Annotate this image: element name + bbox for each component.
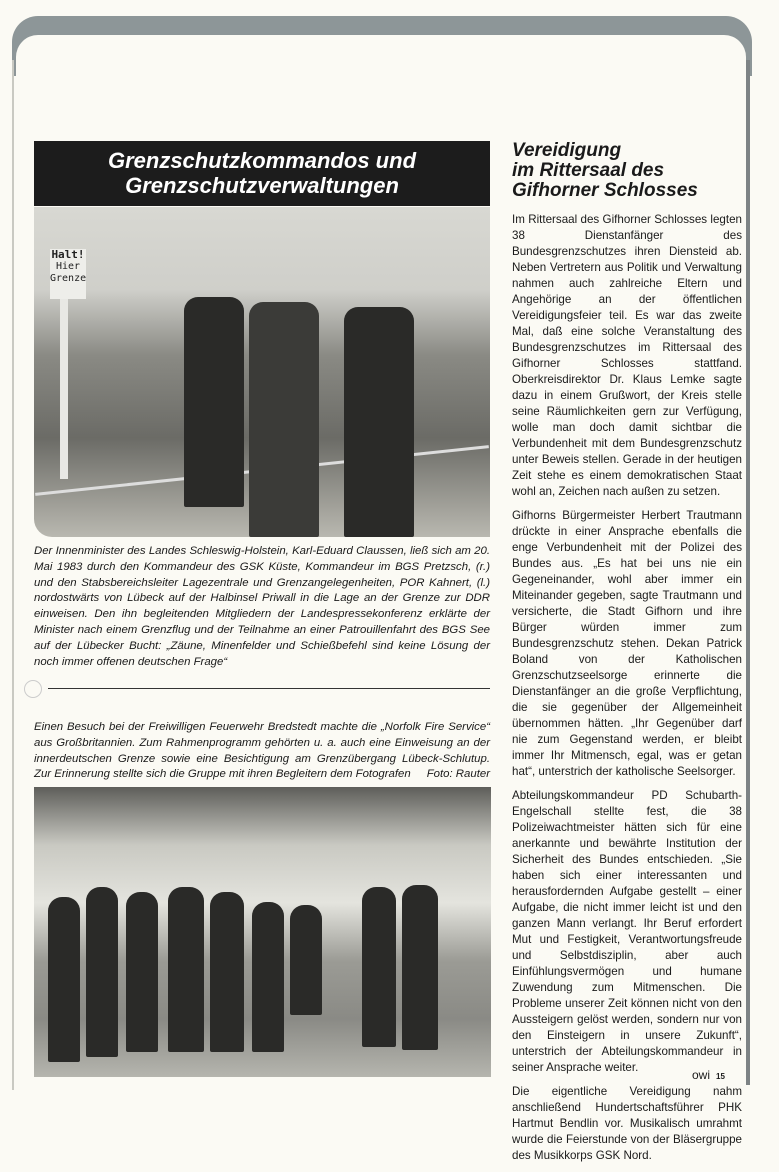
page-footer [692,1068,725,1082]
article-title [512,141,742,201]
photo-fire-service-group [34,787,491,1077]
sign-text-hier: Hier [55,261,81,272]
headline-line-1: Grenzschutzkommandos und [107,148,417,173]
photo-border-inspection [34,207,490,537]
officer-figure-right [344,307,414,537]
group-person [290,905,322,1015]
section-headline [34,141,490,206]
group-person [252,902,284,1052]
page-frame-right-border [746,60,750,1085]
magazine-name: owi [692,1068,711,1082]
photo-credit: Foto: Rauter [426,768,490,781]
title-line-1: Vereidigung [512,140,622,161]
group-person [168,887,204,1052]
paragraph: Im Rittersaal des Gifhorner Schlosses legten 38 Dienstanfänger des Bundesgrenzschutzes ihren Diensteid ab. Neben Vertretern aus Politik und Verwaltung nahmen auch zahlreiche Eltern und Angehörige an der öffentlichen Vereidigungsfeier teil. Es war das zweite Mal, daß eine solche Veranstaltung des Bundesgrenzschutzes im Rittersaal des Gifhorner Schlosses stattfand. Oberkreisdirektor Dr. Klaus Lemke sagte dazu in einem Grußwort, der Kreis stelle seine Räumlichkeiten gern zur Verfügung, wolle man doch damit sichtbar die Verbundenheit mit dem Bundesgrenzschutz unter Beweis stellen. Gerade in der heutigen Zeit stehe es einem demokratischen Staat wohl an, Zeichen nach außen zu setzen. [512,213,742,498]
caption-2-text: Einen Besuch bei der Freiwilligen Feuerwehr Bredstedt machte die „Norfolk Fire Service“ aus Großbritannien. Zum Rahmenprogramm gehörten u. a. auch eine Einweisung an der innerdeutschen Grenze sowie eine Besichtigung am Grenzübergang Lübeck-Schlutup. Zur Erinnerung stellte sich die Gruppe mit ihren Begleitern dem Fotografen [34,721,490,781]
minister-figure [249,302,319,537]
title-line-2: im Rittersaal des [512,160,665,181]
article-body [512,212,742,1172]
separator-ornament [24,680,42,698]
sign-post [60,299,68,479]
group-person [86,887,118,1057]
sign-text-grenze: Grenze [50,273,87,284]
group-person [126,892,158,1052]
sign-text-halt: Halt! [51,248,85,261]
group-person [402,885,438,1050]
officer-figure-left [184,297,244,507]
photo-caption-1: Der Innenminister des Landes Schleswig-Holstein, Karl-Eduard Claussen, ließ sich am 20. Mai 1983 durch den Kommandeur des GSK Küste, Kommandeur im BGS Pretzsch, (r.) und den Stabsbereichsleiter Lagezentrale und Grenzangelegenheiten, POR Kahnert, (l.) nordostwärts von Lübeck auf der Halbinsel Priwall in die Lage an der Grenze zur DDR einweisen. Den ihn begleitenden Mitgliedern der Landespressekonferenz erklärte der Minister nach einem Grenzflug und der Teilnahme an einer Patrouillenfahrt des BGS See auf der Lübecker Bucht: „Zäune, Minenfelder und Schießbefehl sind keine Lösung der noch immer offenen deutschen Frage“ [34,545,490,668]
paragraph: Abteilungskommandeur PD Schubarth-Engelschall stellte fest, die 38 Polizeiwachtmeister hätten sich für eine anerkannte und bewährte Institution der Sicherheit des Bundes entschieden. „Sie haben sich einer interessanten und herausfordernden Aufgabe gestellt – einer Aufgabe, die nicht immer leicht ist und den ganzen Mann verlangt. Ihr Beruf erfordert Mut und Festigkeit, Verantwortungsfreude und Selbstdisziplin, aber auch Einfühlungsvermögen und humane Zuwendung zum Mitmenschen. Die Probleme unserer Zeit können nicht von den Aussteigern gelöst werden, sondern nur von den Einsteigern in unsere Zukunft“, unterstrich der Abteilungskommandeur in seiner Ansprache weiter. [512,789,742,1074]
paragraph: Gifhorns Bürgermeister Herbert Trautmann drückte in einer Ansprache ebenfalls die enge Verbundenheit mit der Polizei des Bundes aus. „Es hat bei uns nie ein Gegeneinander, wohl aber immer ein Miteinander gegeben, sagte Trautmann und versicherte, die Stadt Gifhorn und ihre Bürger würden immer zum Bundesgrenzschutz stehen. Dekan Patrick Boland von der Katholischen Grenzschutzseelsorge erinnerte die Dienstanfänger an die große Verpflichtung, die sie gegenüber der Allgemeinheit übernommen hätten. „Ihr Gegenüber darf nie zum Gegenstand werden, er bleibt immer Ihr Mitmensch, egal, was er getan hat“, unterstrich der katholische Seelsorger. [512,509,742,778]
photo-caption-2 [34,720,490,783]
separator-line [48,688,490,689]
group-person [210,892,244,1052]
border-sign [50,249,86,299]
headline-line-2: Grenzschutzverwaltungen [125,173,399,198]
page-frame-left-border [12,60,14,1090]
title-line-3: Gifhorner Schlosses [512,180,698,201]
group-person [48,897,80,1062]
group-person [362,887,396,1047]
page-number: 15 [716,1072,725,1081]
paragraph: Die eigentliche Vereidigung nahm anschließend Hundertschaftsführer PHK Hartmut Bendlin vor. Musikalisch umrahmt wurde die Feierstunde von der Bläsergruppe des Musikkorps GSK Nord. [512,1085,742,1162]
